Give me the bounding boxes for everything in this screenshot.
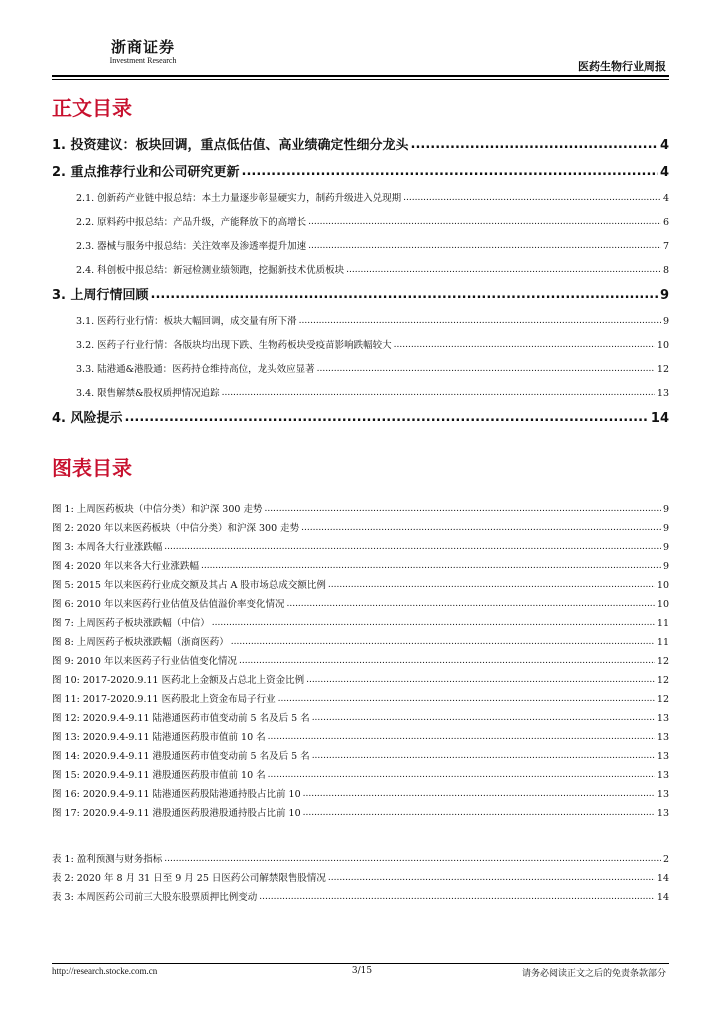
company-logo: [98, 38, 188, 66]
toc-entry-page: 9: [662, 504, 669, 515]
logo-english-name: Investment Research: [109, 56, 177, 65]
toc-entry-title: 图 7: 上周医药子板块涨跌幅（中信）: [52, 618, 210, 629]
dot-leader: [299, 315, 661, 327]
toc-entry-title: 2.1. 创新药产业链中报总结：本土力量逐步彰显硬实力，制药升级进入兑现期: [76, 193, 402, 204]
header-rule: [52, 75, 669, 77]
toc-entry[interactable]: [52, 515, 669, 534]
dot-leader: [212, 617, 655, 629]
dot-leader: [222, 387, 655, 399]
toc-entry[interactable]: [52, 846, 669, 865]
toc-entry[interactable]: [52, 252, 669, 276]
dot-leader: [125, 410, 649, 426]
toc-entry-page: 4: [659, 165, 669, 180]
toc-entry-title: 图 6: 2010 年以来医药行业估值及估值溢价率变化情况: [52, 599, 285, 610]
toc-entry-title: 图 17: 2020.9.4-9.11 港股通医药股港股通持股占比前 10: [52, 808, 301, 819]
toc-entry-title: 图 13: 2020.9.4-9.11 陆港通医药股市值前 10 名: [52, 732, 266, 743]
dot-leader: [164, 853, 661, 865]
dot-leader: [278, 693, 655, 705]
toc-entry[interactable]: [52, 743, 669, 762]
dot-leader: [403, 192, 661, 204]
toc-entry[interactable]: [52, 629, 669, 648]
dot-leader: [306, 674, 655, 686]
dot-leader: [346, 264, 661, 276]
toc-entry-title: 图 15: 2020.9.4-9.11 港股通医药股市值前 10 名: [52, 770, 266, 781]
toc-entry-title: 图 12: 2020.9.4-9.11 陆港通医药市值变动前 5 名及后 5 名: [52, 713, 310, 724]
dot-leader: [286, 598, 654, 610]
toc-entry[interactable]: [52, 534, 669, 553]
toc-entry[interactable]: [52, 375, 669, 399]
toc-entry-title: 图 9: 2010 年以来医药子行业估值变化情况: [52, 656, 237, 667]
toc-entry-title: 图 10: 2017-2020.9.11 医药北上金额及占总北上资金比例: [52, 675, 305, 686]
toc-entry-page: 13: [656, 770, 669, 781]
toc-entry-title: 2.3. 器械与服务中报总结：关注效率及渗透率提升加速: [76, 241, 307, 252]
toc-entry-page: 9: [662, 316, 669, 327]
toc-entry[interactable]: [52, 686, 669, 705]
contents-title: 正文目录: [52, 96, 132, 120]
toc-entry[interactable]: [52, 705, 669, 724]
toc-entry[interactable]: [52, 303, 669, 327]
toc-entry-page: 13: [656, 732, 669, 743]
toc-entry[interactable]: [52, 591, 669, 610]
toc-entry[interactable]: [52, 648, 669, 667]
toc-entry-page: 9: [662, 523, 669, 534]
dot-leader: [151, 287, 658, 303]
dot-leader: [312, 712, 655, 724]
report-type-label: 医药生物行业周报: [578, 60, 666, 73]
dot-leader: [312, 750, 655, 762]
dot-leader: [268, 731, 655, 743]
toc-entry[interactable]: [52, 180, 669, 204]
dot-leader: [308, 240, 661, 252]
dot-leader: [264, 503, 660, 515]
toc-entry-page: 11: [656, 618, 669, 629]
toc-entry-page: 4: [662, 193, 669, 204]
toc-entry[interactable]: [52, 884, 669, 903]
toc-entry-page: 10: [656, 580, 669, 591]
dot-leader: [308, 216, 661, 228]
toc-entry-page: 7: [662, 241, 669, 252]
header-rule-thin: [52, 79, 669, 80]
toc-entry-title: 图 8: 上周医药子板块涨跌幅（浙商医药）: [52, 637, 229, 648]
toc-entry-page: 9: [659, 288, 669, 303]
footer-url[interactable]: http://research.stocke.com.cn: [52, 966, 158, 976]
dot-leader: [303, 807, 655, 819]
toc-entry-page: 12: [656, 675, 669, 686]
dot-leader: [394, 339, 655, 351]
toc-entry[interactable]: [52, 724, 669, 743]
toc-entry[interactable]: [52, 351, 669, 375]
toc-entry-title: 图 4: 2020 年以来各大行业涨跌幅: [52, 561, 199, 572]
tables-list: [52, 846, 669, 903]
dot-leader: [201, 560, 661, 572]
toc-entry-title: 3.1. 医药行业行情：板块大幅回调，成交量有所下滑: [76, 316, 297, 327]
toc-entry-page: 13: [656, 808, 669, 819]
dot-leader: [411, 137, 658, 153]
toc-entry-title: 表 2: 2020 年 8 月 31 日至 9 月 25 日医药公司解禁限售股情况: [52, 873, 326, 884]
toc-entry[interactable]: [52, 153, 669, 180]
toc-entry-page: 6: [662, 217, 669, 228]
toc-entry-title: 表 1: 盈利预测与财务指标: [52, 854, 163, 865]
toc-entry[interactable]: [52, 762, 669, 781]
toc-entry-page: 13: [656, 388, 669, 399]
footer-disclaimer: 请务必阅读正文之后的免责条款部分: [521, 969, 666, 979]
toc-entry-page: 9: [662, 542, 669, 553]
toc-entry-title: 图 1: 上周医药板块（中信分类）和沪深 300 走势: [52, 504, 263, 515]
toc-entry[interactable]: [52, 865, 669, 884]
toc-entry[interactable]: [52, 781, 669, 800]
toc-entry-page: 10: [656, 599, 669, 610]
toc-entry[interactable]: [52, 572, 669, 591]
toc-entry-page: 12: [656, 656, 669, 667]
toc-entry-title: 图 2: 2020 年以来医药板块（中信分类）和沪深 300 走势: [52, 523, 300, 534]
dot-leader: [317, 363, 655, 375]
toc-entry-title: 图 5: 2015 年以来医药行业成交额及其占 A 股市场总成交额比例: [52, 580, 326, 591]
dot-leader: [242, 164, 658, 180]
dot-leader: [268, 769, 655, 781]
toc-entry-title: 图 3: 本周各大行业涨跌幅: [52, 542, 163, 553]
toc-entry-title: 3.4. 限售解禁&股权质押情况追踪: [76, 388, 220, 399]
footer-rule: [52, 963, 669, 964]
toc-entry[interactable]: [52, 327, 669, 351]
toc-entry-page: 10: [656, 340, 669, 351]
toc-entry-title: 表 3: 本周医药公司前三大股东股票质押比例变动: [52, 892, 258, 903]
toc-entry[interactable]: [52, 399, 669, 426]
toc-entry-page: 11: [656, 637, 669, 648]
dot-leader: [259, 891, 655, 903]
page-number: 3/15: [351, 966, 373, 976]
toc-entry-page: 2: [662, 854, 669, 865]
toc-entry-title: 2.4. 科创板中报总结：新冠检测业绩领跑，挖掘新技术优质板块: [76, 265, 345, 276]
figures-list: [52, 496, 669, 819]
toc-entry[interactable]: [52, 496, 669, 515]
toc-entry-page: 13: [656, 751, 669, 762]
toc-entry-page: 8: [662, 265, 669, 276]
toc-entry-title: 3.3. 陆港通&港股通：医药持仓维持高位，龙头效应显著: [76, 364, 315, 375]
dot-leader: [301, 522, 661, 534]
toc-entry-title: 3. 上周行情回顾: [52, 288, 149, 303]
toc-entry-page: 14: [656, 892, 669, 903]
toc-entry-title: 2. 重点推荐行业和公司研究更新: [52, 165, 240, 180]
toc-entry-page: 12: [656, 694, 669, 705]
toc-entry[interactable]: [52, 204, 669, 228]
toc-entry-page: 9: [662, 561, 669, 572]
toc-entry[interactable]: [52, 228, 669, 252]
dot-leader: [231, 636, 655, 648]
toc-entry-page: 12: [656, 364, 669, 375]
toc-entry-title: 2.2. 原料药中报总结：产品升级，产能释放下的高增长: [76, 217, 307, 228]
toc-entry[interactable]: [52, 667, 669, 686]
toc-entry-title: 3.2. 医药子行业行情：各版块均出现下跌、生物药板块受疫苗影响跌幅较大: [76, 340, 392, 351]
toc-entry-page: 13: [656, 789, 669, 800]
toc-entry[interactable]: [52, 126, 669, 153]
toc-entry-page: 4: [659, 138, 669, 153]
toc-entry-title: 4. 风险提示: [52, 411, 123, 426]
figures-title: 图表目录: [52, 456, 132, 480]
toc-entry-page: 14: [650, 411, 669, 426]
toc-entry[interactable]: [52, 800, 669, 819]
logo-chinese-name: 浙商证券: [110, 38, 175, 56]
toc-entry-page: 14: [656, 873, 669, 884]
toc-entry[interactable]: [52, 610, 669, 629]
toc-entry-title: 1. 投资建议：板块回调，重点低估值、高业绩确定性细分龙头: [52, 138, 409, 153]
contents-list: [52, 126, 669, 426]
toc-entry-title: 图 14: 2020.9.4-9.11 港股通医药市值变动前 5 名及后 5 名: [52, 751, 310, 762]
toc-entry-title: 图 16: 2020.9.4-9.11 陆港通医药股陆港通持股占比前 10: [52, 789, 301, 800]
toc-entry-page: 13: [656, 713, 669, 724]
dot-leader: [239, 655, 655, 667]
toc-entry[interactable]: [52, 553, 669, 572]
toc-entry[interactable]: [52, 276, 669, 303]
dot-leader: [164, 541, 661, 553]
dot-leader: [303, 788, 655, 800]
dot-leader: [328, 872, 655, 884]
dot-leader: [328, 579, 655, 591]
toc-entry-title: 图 11: 2017-2020.9.11 医药股北上资金布局子行业: [52, 694, 276, 705]
